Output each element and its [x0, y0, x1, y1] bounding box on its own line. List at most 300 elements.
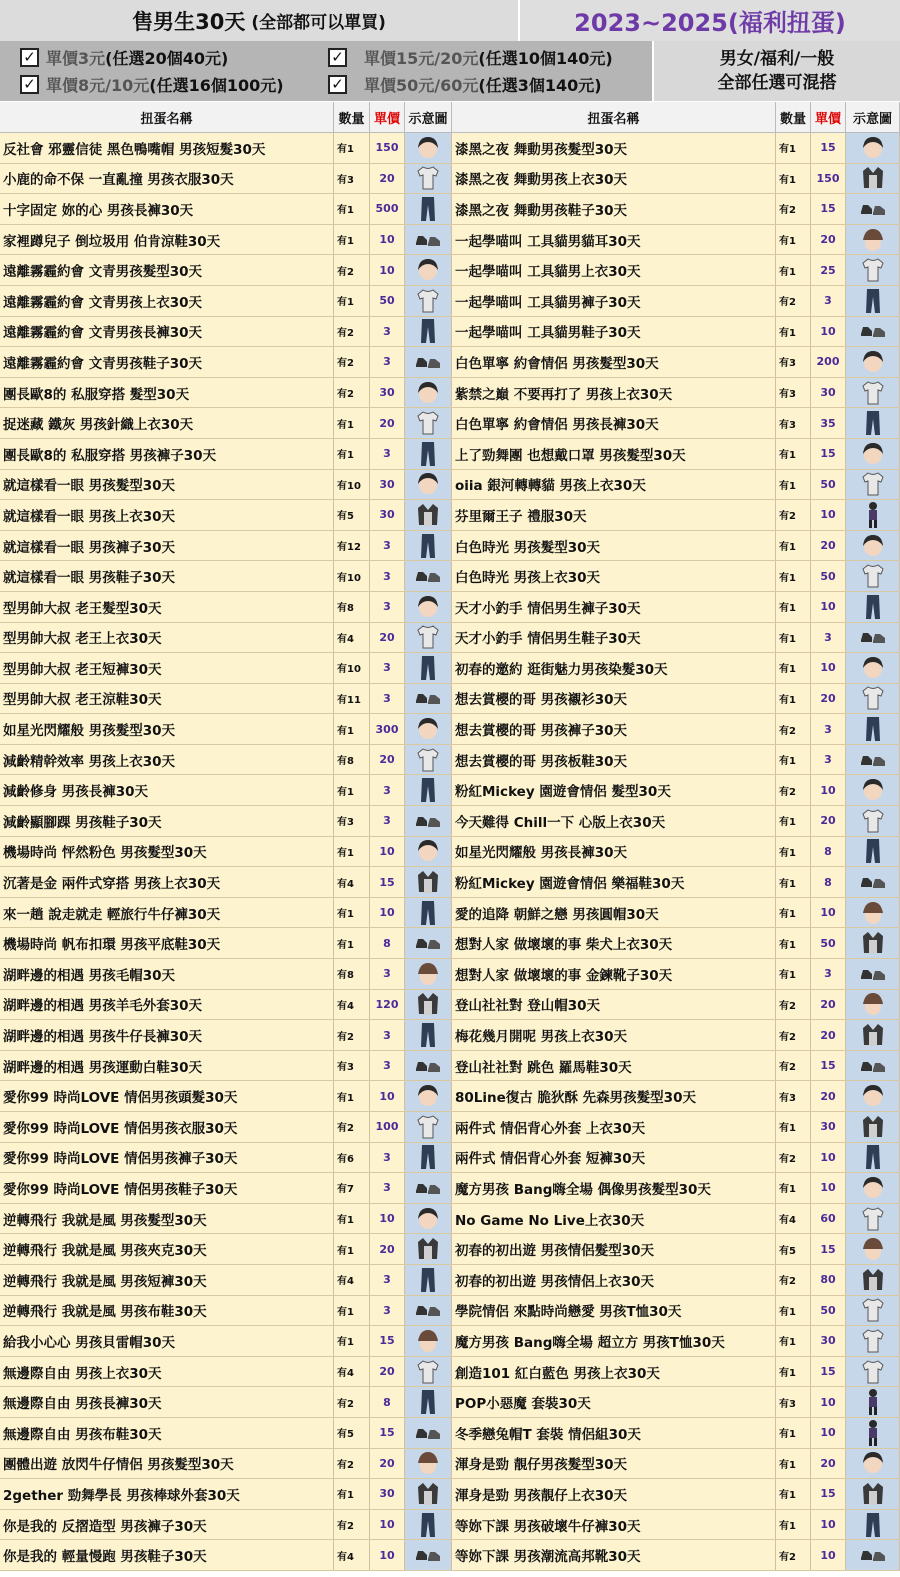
price-deal: (任選16個100元)	[149, 75, 284, 95]
item-price: 10	[811, 1173, 846, 1203]
table-row	[0, 439, 900, 470]
pants-icon	[405, 1143, 452, 1173]
table-row	[0, 592, 900, 623]
item-price: 10	[811, 1143, 846, 1173]
item-price: 20	[370, 1234, 405, 1264]
item-price: 20	[370, 408, 405, 438]
table-row	[0, 1326, 900, 1357]
hat-icon	[405, 959, 452, 989]
item-quantity: 有4	[334, 990, 370, 1020]
table-row	[0, 714, 900, 745]
item-table	[0, 133, 900, 1571]
item-quantity: 有1	[334, 1326, 370, 1356]
item-quantity: 有10	[334, 561, 370, 591]
item-name: 想對人家 做壞壞的事 金鍊靴子30天	[452, 959, 776, 989]
item-price: 3	[370, 531, 405, 561]
item-quantity: 有5	[334, 1418, 370, 1448]
item-quantity: 有8	[334, 592, 370, 622]
table-row	[0, 623, 900, 654]
item-quantity: 有1	[334, 928, 370, 958]
item-price: 35	[811, 408, 846, 438]
shirt-icon	[405, 1112, 452, 1142]
shoes-icon	[846, 623, 900, 653]
item-quantity: 有1	[776, 623, 811, 653]
item-quantity: 有1	[776, 837, 811, 867]
pants-icon	[405, 1510, 452, 1540]
shirt-icon	[846, 684, 900, 714]
item-price: 3	[370, 1143, 405, 1173]
shoes-icon	[846, 1540, 900, 1570]
table-row	[0, 561, 900, 592]
shirt-icon	[846, 1296, 900, 1326]
item-price: 20	[811, 225, 846, 255]
item-name: 紫禁之巔 不要再打了 男孩上衣30天	[452, 378, 776, 408]
item-quantity: 有2	[334, 1449, 370, 1479]
item-quantity: 有1	[776, 1479, 811, 1509]
item-quantity: 有4	[776, 1204, 811, 1234]
item-name: 白色時光 男孩髮型30天	[452, 531, 776, 561]
checkbox-icon: ✓	[328, 75, 347, 94]
item-name: No Game No Live上衣30天	[452, 1204, 776, 1234]
item-price: 8	[370, 1387, 405, 1417]
shirt-icon	[846, 1326, 900, 1356]
item-name: 愛你99 時尚LOVE 情侶男孩鞋子30天	[0, 1173, 334, 1203]
item-price: 20	[811, 531, 846, 561]
item-price: 50	[811, 470, 846, 500]
hair-icon	[846, 653, 900, 683]
table-row	[0, 928, 900, 959]
table-row	[0, 990, 900, 1021]
item-name: 一起學喵叫 工具貓男貓耳30天	[452, 225, 776, 255]
item-price: 8	[370, 928, 405, 958]
item-price: 20	[811, 684, 846, 714]
jacket-icon	[846, 1112, 900, 1142]
item-price: 30	[370, 1479, 405, 1509]
col-name-2: 扭蛋名稱	[452, 102, 776, 133]
item-price: 30	[811, 1112, 846, 1142]
table-row	[0, 653, 900, 684]
item-price: 20	[811, 1020, 846, 1050]
item-name: 梅花幾月開呢 男孩上衣30天	[452, 1020, 776, 1050]
item-name: 型男帥大叔 老王髮型30天	[0, 592, 334, 622]
table-row	[0, 1357, 900, 1388]
item-name: 就這樣看一眼 男孩髮型30天	[0, 470, 334, 500]
item-name: 逆轉飛行 我就是風 男孩布鞋30天	[0, 1296, 334, 1326]
item-name: 登山社社對 登山帽30天	[452, 990, 776, 1020]
hair-icon	[405, 1081, 452, 1111]
item-quantity: 有1	[334, 1479, 370, 1509]
hair-icon	[405, 378, 452, 408]
item-price: 20	[370, 1357, 405, 1387]
pants-icon	[846, 408, 900, 438]
item-price: 30	[370, 500, 405, 530]
item-name: 初春的初出遊 男孩情侶上衣30天	[452, 1265, 776, 1295]
item-quantity: 有10	[334, 470, 370, 500]
item-quantity: 有2	[776, 1020, 811, 1050]
shirt-icon	[405, 623, 452, 653]
item-quantity: 有1	[776, 898, 811, 928]
item-quantity: 有1	[776, 1112, 811, 1142]
price-bar	[0, 41, 900, 101]
item-quantity: 有1	[776, 1418, 811, 1448]
shoes-icon	[405, 684, 452, 714]
item-name: 學院情侶 來點時尚戀愛 男孩T恤30天	[452, 1296, 776, 1326]
item-name: 漆黑之夜 舞動男孩上衣30天	[452, 164, 776, 194]
item-quantity: 有2	[334, 1510, 370, 1540]
item-price: 8	[811, 867, 846, 897]
pants-icon	[405, 439, 452, 469]
shoes-icon	[405, 806, 452, 836]
item-name: 一起學喵叫 工具貓男鞋子30天	[452, 317, 776, 347]
page-title	[0, 0, 520, 41]
item-name: 沉著是金 兩件式穿搭 男孩上衣30天	[0, 867, 334, 897]
shoes-icon	[846, 959, 900, 989]
item-name: 型男帥大叔 老王短褲30天	[0, 653, 334, 683]
jacket-icon	[405, 867, 452, 897]
jacket-icon	[846, 928, 900, 958]
item-price: 60	[811, 1204, 846, 1234]
item-name: 想去賞櫻的哥 男孩褲子30天	[452, 714, 776, 744]
item-price: 150	[811, 164, 846, 194]
item-price: 3	[370, 959, 405, 989]
item-quantity: 有1	[776, 592, 811, 622]
shoes-icon	[405, 1418, 452, 1448]
item-name: 遠離霧霾約會 文青男孩髮型30天	[0, 255, 334, 285]
note-line-2: 全部任選可混搭	[717, 73, 837, 93]
item-name: 湖畔邊的相遇 男孩毛帽30天	[0, 959, 334, 989]
item-quantity: 有5	[334, 500, 370, 530]
table-row	[0, 470, 900, 501]
item-price: 10	[370, 1540, 405, 1570]
item-quantity: 有1	[776, 164, 811, 194]
hat-icon	[846, 990, 900, 1020]
pants-icon	[846, 1143, 900, 1173]
table-row	[0, 1449, 900, 1480]
col-image-2: 示意圖	[846, 102, 900, 133]
table-row	[0, 194, 900, 225]
jacket-icon	[405, 1479, 452, 1509]
item-price: 15	[811, 1479, 846, 1509]
item-price: 20	[811, 1449, 846, 1479]
item-quantity: 有1	[776, 928, 811, 958]
item-quantity: 有1	[776, 470, 811, 500]
item-name: 你是我的 輕量慢跑 男孩鞋子30天	[0, 1540, 334, 1570]
col-image: 示意圖	[405, 102, 452, 133]
item-price: 8	[811, 837, 846, 867]
item-name: 機場時尚 帆布扣環 男孩平底鞋30天	[0, 928, 334, 958]
table-row	[0, 867, 900, 898]
table-row	[0, 1143, 900, 1174]
item-name: 就這樣看一眼 男孩上衣30天	[0, 500, 334, 530]
item-quantity: 有1	[334, 1081, 370, 1111]
item-quantity: 有2	[776, 1051, 811, 1081]
item-name: 白色單寧 約會情侶 男孩髮型30天	[452, 347, 776, 377]
item-name: 今天難得 Chill一下 心版上衣30天	[452, 806, 776, 836]
item-price: 50	[811, 928, 846, 958]
item-price: 3	[370, 592, 405, 622]
item-price: 150	[370, 133, 405, 163]
hair-icon	[846, 775, 900, 805]
title-text: 售男生30天	[132, 9, 246, 34]
item-name: oiia 銀河轉轉貓 男孩上衣30天	[452, 470, 776, 500]
hair-icon	[846, 1173, 900, 1203]
item-name: 渾身是勁 男孩靚仔上衣30天	[452, 1479, 776, 1509]
col-name: 扭蛋名稱	[0, 102, 334, 133]
item-price: 10	[370, 255, 405, 285]
item-quantity: 有3	[776, 347, 811, 377]
item-price: 20	[370, 1449, 405, 1479]
pants-icon	[405, 653, 452, 683]
item-name: 兩件式 情侶背心外套 短褲30天	[452, 1143, 776, 1173]
item-quantity: 有2	[334, 317, 370, 347]
table-row	[0, 1173, 900, 1204]
item-quantity: 有2	[776, 194, 811, 224]
hair-icon	[846, 1081, 900, 1111]
item-quantity: 有1	[776, 439, 811, 469]
item-name: 機場時尚 怦然粉色 男孩髮型30天	[0, 837, 334, 867]
checkbox-icon: ✓	[20, 48, 39, 67]
item-name: 白色時光 男孩上衣30天	[452, 561, 776, 591]
item-name: 型男帥大叔 老王上衣30天	[0, 623, 334, 653]
item-quantity: 有2	[334, 378, 370, 408]
item-price: 3	[370, 1296, 405, 1326]
table-row	[0, 317, 900, 348]
item-price: 3	[370, 1173, 405, 1203]
shoes-icon	[846, 867, 900, 897]
shirt-icon	[405, 408, 452, 438]
item-price: 15	[811, 1357, 846, 1387]
item-price: 3	[370, 347, 405, 377]
item-price: 10	[370, 898, 405, 928]
hair-icon	[846, 531, 900, 561]
item-price: 3	[370, 1265, 405, 1295]
item-name: 天才小釣手 情侶男生鞋子30天	[452, 623, 776, 653]
item-price: 3	[370, 317, 405, 347]
table-row	[0, 684, 900, 715]
item-quantity: 有12	[334, 531, 370, 561]
item-price: 3	[811, 959, 846, 989]
shoes-icon	[405, 1540, 452, 1570]
hair-icon	[405, 837, 452, 867]
item-quantity: 有4	[334, 623, 370, 653]
item-price: 100	[370, 1112, 405, 1142]
shoes-icon	[405, 1173, 452, 1203]
shirt-icon	[405, 745, 452, 775]
shoes-icon	[405, 561, 452, 591]
item-price: 10	[370, 837, 405, 867]
item-name: 團長歐8的 私服穿搭 髮型30天	[0, 378, 334, 408]
item-name: 湖畔邊的相遇 男孩羊毛外套30天	[0, 990, 334, 1020]
item-quantity: 有1	[776, 653, 811, 683]
shirt-icon	[405, 1357, 452, 1387]
shoes-icon	[405, 347, 452, 377]
shirt-icon	[846, 1204, 900, 1234]
shoes-icon	[405, 225, 452, 255]
item-name: 想對人家 做壞壞的事 柴犬上衣30天	[452, 928, 776, 958]
table-row	[0, 255, 900, 286]
hair-icon	[405, 592, 452, 622]
item-quantity: 有3	[334, 164, 370, 194]
shirt-icon	[405, 286, 452, 316]
item-quantity: 有2	[776, 990, 811, 1020]
item-quantity: 有1	[776, 1510, 811, 1540]
item-price: 30	[811, 378, 846, 408]
item-quantity: 有1	[334, 408, 370, 438]
item-price: 10	[370, 225, 405, 255]
pants-icon	[405, 1265, 452, 1295]
price-option-1	[20, 44, 228, 70]
item-quantity: 有1	[776, 867, 811, 897]
item-quantity: 有2	[776, 1143, 811, 1173]
table-row	[0, 500, 900, 531]
item-quantity: 有7	[334, 1173, 370, 1203]
item-price: 20	[811, 1081, 846, 1111]
table-row	[0, 1510, 900, 1541]
item-name: 你是我的 反摺造型 男孩褲子30天	[0, 1510, 334, 1540]
item-price: 30	[811, 1326, 846, 1356]
pants-icon	[405, 1387, 452, 1417]
shirt-icon	[846, 378, 900, 408]
item-quantity: 有1	[334, 898, 370, 928]
pants-icon	[846, 1510, 900, 1540]
item-price: 10	[811, 898, 846, 928]
table-row	[0, 837, 900, 868]
item-price: 15	[811, 133, 846, 163]
item-quantity: 有1	[776, 133, 811, 163]
item-quantity: 有2	[776, 1540, 811, 1570]
hair-icon	[405, 470, 452, 500]
item-quantity: 有1	[776, 1173, 811, 1203]
item-quantity: 有3	[776, 408, 811, 438]
hat-icon	[405, 1326, 452, 1356]
item-name: 型男帥大叔 老王涼鞋30天	[0, 684, 334, 714]
pants-icon	[405, 317, 452, 347]
item-quantity: 有2	[776, 775, 811, 805]
item-name: 粉紅Mickey 園遊會情侶 樂福鞋30天	[452, 867, 776, 897]
item-name: 無邊際自由 男孩布鞋30天	[0, 1418, 334, 1448]
item-price: 20	[370, 745, 405, 775]
hat-icon	[846, 898, 900, 928]
item-quantity: 有1	[776, 225, 811, 255]
item-name: 逆轉飛行 我就是風 男孩短褲30天	[0, 1265, 334, 1295]
item-name: 無邊際自由 男孩長褲30天	[0, 1387, 334, 1417]
item-name: 家裡蹲兒子 倒垃圾用 伯肯涼鞋30天	[0, 225, 334, 255]
item-name: 一起學喵叫 工具貓男褲子30天	[452, 286, 776, 316]
table-row	[0, 1265, 900, 1296]
table-row	[0, 1418, 900, 1449]
item-name: 渾身是勁 靚仔男孩髮型30天	[452, 1449, 776, 1479]
item-name: 就這樣看一眼 男孩鞋子30天	[0, 561, 334, 591]
item-price: 30	[370, 378, 405, 408]
col-price: 單價	[370, 102, 405, 133]
item-price: 15	[370, 867, 405, 897]
item-price: 20	[370, 623, 405, 653]
item-name: 團體出遊 放閃牛仔情侶 男孩髮型30天	[0, 1449, 334, 1479]
pants-icon	[846, 286, 900, 316]
table-row	[0, 1540, 900, 1571]
item-quantity: 有3	[776, 1081, 811, 1111]
table-row	[0, 1112, 900, 1143]
item-price: 10	[811, 592, 846, 622]
item-price: 15	[811, 1051, 846, 1081]
hair-icon	[846, 133, 900, 163]
item-quantity: 有2	[334, 255, 370, 285]
item-quantity: 有1	[334, 1204, 370, 1234]
item-quantity: 有2	[776, 714, 811, 744]
pants-icon	[846, 714, 900, 744]
table-row	[0, 408, 900, 439]
table-row	[0, 898, 900, 929]
item-quantity: 有8	[334, 959, 370, 989]
item-name: 上了勁舞團 也想戴口罩 男孩髮型30天	[452, 439, 776, 469]
item-quantity: 有2	[334, 347, 370, 377]
price-deal: (任選20個40元)	[105, 48, 229, 68]
item-name: 湖畔邊的相遇 男孩牛仔長褲30天	[0, 1020, 334, 1050]
table-row	[0, 1234, 900, 1265]
item-quantity: 有2	[776, 500, 811, 530]
item-price: 20	[811, 806, 846, 836]
item-price: 10	[370, 1081, 405, 1111]
table-row	[0, 806, 900, 837]
item-name: 愛你99 時尚LOVE 情侶男孩頭髮30天	[0, 1081, 334, 1111]
item-name: 兩件式 情侶背心外套 上衣30天	[452, 1112, 776, 1142]
hair-icon	[846, 439, 900, 469]
item-quantity: 有4	[334, 1265, 370, 1295]
item-quantity: 有2	[776, 286, 811, 316]
item-price: 3	[370, 775, 405, 805]
item-quantity: 有6	[334, 1143, 370, 1173]
item-quantity: 有3	[334, 1051, 370, 1081]
item-quantity: 有5	[776, 1234, 811, 1264]
table-row	[0, 1296, 900, 1327]
item-name: 白色單寧 約會情侶 男孩長褲30天	[452, 408, 776, 438]
price-option-2	[328, 44, 613, 70]
item-quantity: 有1	[776, 1326, 811, 1356]
item-quantity: 有1	[334, 439, 370, 469]
table-row	[0, 775, 900, 806]
shoes-icon	[846, 1051, 900, 1081]
item-price: 120	[370, 990, 405, 1020]
shirt-icon	[405, 164, 452, 194]
item-quantity: 有2	[334, 1387, 370, 1417]
item-quantity: 有1	[776, 255, 811, 285]
item-name: 來一趟 說走就走 輕旅行牛仔褲30天	[0, 898, 334, 928]
item-name: 遠離霧霾約會 文青男孩上衣30天	[0, 286, 334, 316]
item-price: 3	[811, 745, 846, 775]
col-price-2: 單價	[811, 102, 846, 133]
item-name: 創造101 紅白藍色 男孩上衣30天	[452, 1357, 776, 1387]
table-row	[0, 745, 900, 776]
item-name: 魔方男孩 Bang嗨全場 偶像男孩髮型30天	[452, 1173, 776, 1203]
item-name: 魔方男孩 Bang嗨全場 超立方 男孩T恤30天	[452, 1326, 776, 1356]
item-quantity: 有1	[776, 684, 811, 714]
price-option-3	[20, 71, 284, 97]
item-name: 登山社社對 跳色 羅馬鞋30天	[452, 1051, 776, 1081]
col-qty: 數量	[334, 102, 370, 133]
item-quantity: 有1	[776, 959, 811, 989]
item-quantity: 有1	[334, 194, 370, 224]
table-row	[0, 1081, 900, 1112]
hair-icon	[405, 133, 452, 163]
hair-icon	[405, 714, 452, 744]
column-header	[0, 102, 900, 133]
item-name: 芬里爾王子 禮服30天	[452, 500, 776, 530]
hair-icon	[846, 347, 900, 377]
item-price: 3	[370, 684, 405, 714]
price-option-4	[328, 71, 602, 97]
jacket-icon	[846, 1020, 900, 1050]
checkbox-icon: ✓	[328, 48, 347, 67]
